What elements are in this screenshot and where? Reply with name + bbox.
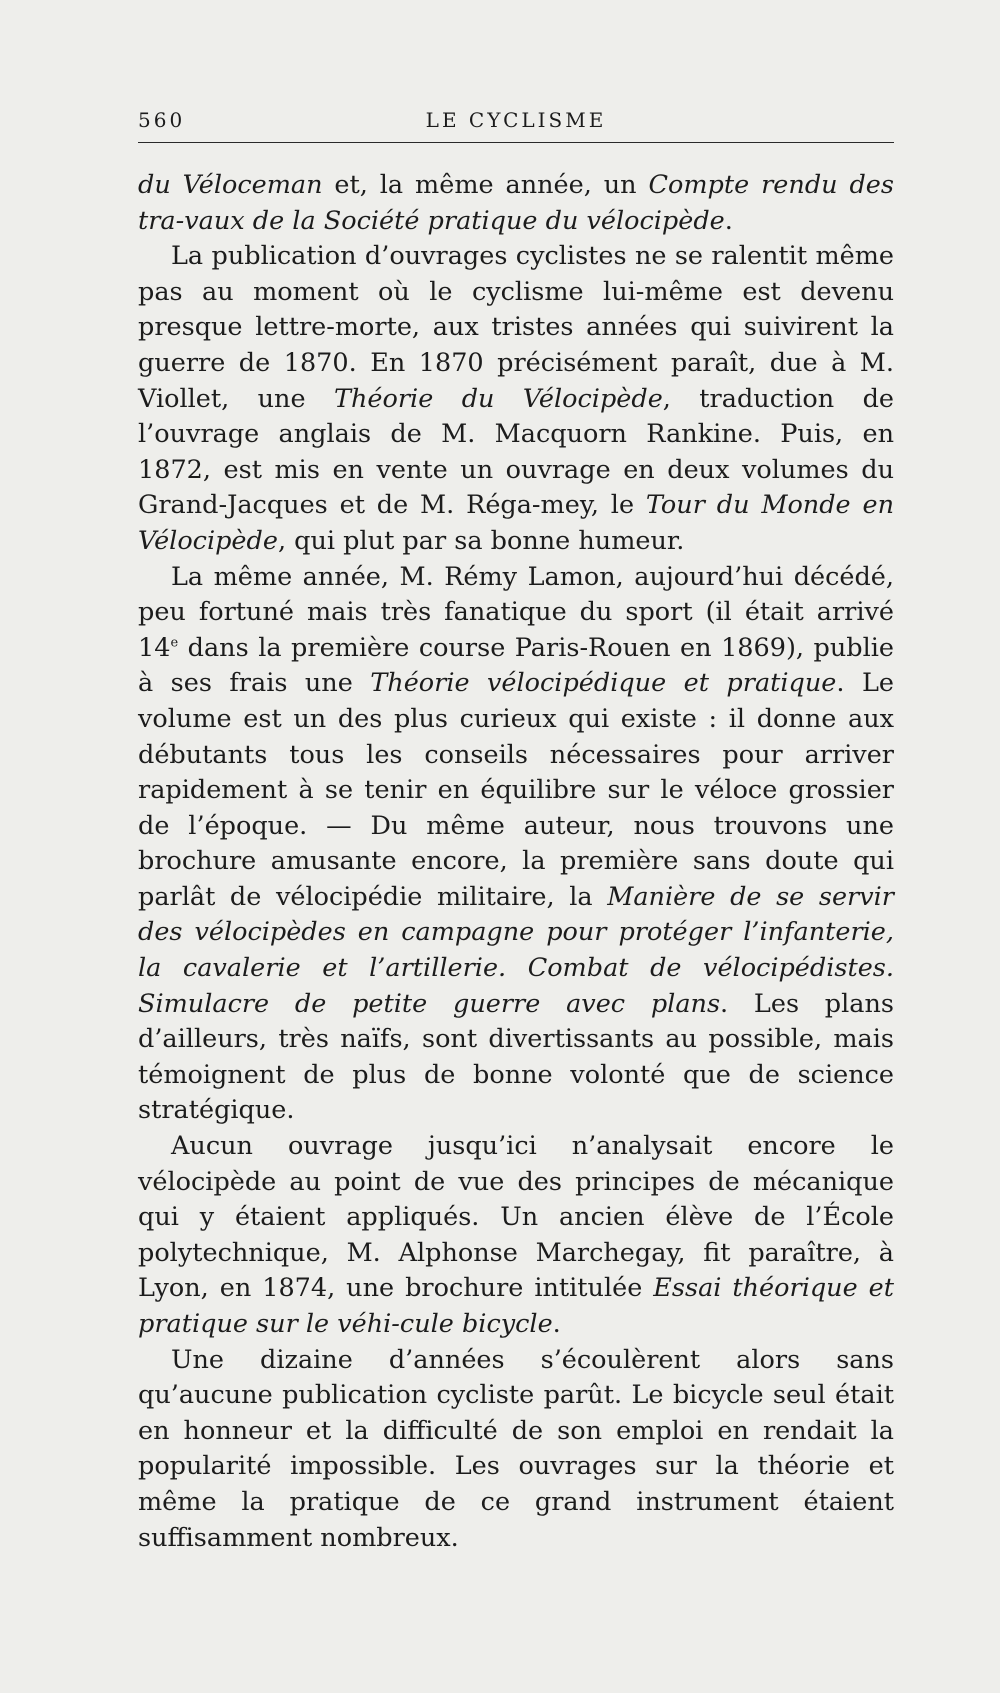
text-run: . Le volume est un des plus curieux qui existe : il donne aux débutants tous les conseils nécessaires pour arriver rapidement à se tenir en équilibre sur le véloce grossier de l’époque. — Du même auteur, nous trouvons une brochure amusante encore, la première sans doute qui parlât de vélocipédie militaire, la (138, 668, 894, 912)
paragraph (138, 560, 894, 1130)
page-header (138, 108, 894, 143)
italic-title: du Véloceman (138, 170, 323, 200)
paragraph (138, 168, 894, 239)
text-run: . (724, 205, 733, 236)
text-run: Aucun ouvrage jusqu’ici n’analysait encore le vélocipède au point de vue des principes de mécanique qui y étaient appliqués. Un ancien élève de l’École polytechnique, M. Alphonse Marchegay, fit paraître, à Lyon, en 1874, une brochure intitulée (138, 1131, 894, 1304)
italic-title: Théorie du Vélocipède (333, 383, 663, 414)
paragraph (138, 1129, 894, 1343)
italic-title: Tour du Monde en Vélocipède (138, 490, 895, 556)
italic-title: Essai théorique et pratique sur le véhi-cule bicycle (138, 1273, 894, 1339)
text-run: . Les plans d’ailleurs, très naïfs, sont divertissants au possible, mais témoignent de plus de bonne volonté que de science stratégique. (138, 988, 894, 1126)
page-number: 560 (138, 108, 186, 132)
body-text (138, 168, 894, 1556)
text-run: et, la même année, un (322, 170, 649, 200)
text-run: La même année, M. Rémy Lamon, aujourd’hui décédé, peu fortuné mais très fanatique du sport (il était arrivé 14 (138, 561, 894, 663)
italic-title: Théorie vélocipédique et pratique (370, 668, 837, 699)
text-run: Une dizaine d’années s’écoulèrent alors sans qu’aucune publication cycliste parût. Le bicycle seul était en honneur et la difficulté de son emploi en rendait la popularité impossible. Les ouvrages sur la théorie et même la pratique de ce grand instrument étaient suffisamment nombreux. (138, 1344, 894, 1553)
text-run: , traduction de l’ouvrage anglais de M. Macquorn Rankine. Puis, en 1872, est mis en vente un ouvrage en deux volumes du Grand-Jacques et de M. Réga-mey, le (138, 383, 894, 521)
italic-title: Manière de se servir des vélocipèdes en campagne pour protéger l’infanterie, la cavalerie et l’artillerie. Combat de vélocipédistes. Simulacre de petite guerre avec plans (138, 881, 894, 1019)
ordinal-superscript: e (170, 635, 179, 651)
paragraph (138, 239, 894, 559)
text-run: , qui plut par sa bonne humeur. (277, 525, 685, 556)
text-run: La publication d’ouvrages cyclistes ne se ralentit même pas au moment où le cyclisme lui-même est devenu presque lettre-morte, aux tristes années qui suivirent la guerre de 1870. En 1870 précisément paraît, due à M. Viollet, une (138, 241, 894, 414)
running-title: LE CYCLISME (425, 108, 607, 132)
text-run: . (552, 1309, 561, 1339)
paragraph (138, 1343, 894, 1557)
italic-title: Compte rendu des tra-vaux de la Société pratique du vélocipède (138, 170, 894, 236)
text-run: dans la première course Paris-Rouen en 1869), publie à ses frais une (138, 632, 894, 699)
